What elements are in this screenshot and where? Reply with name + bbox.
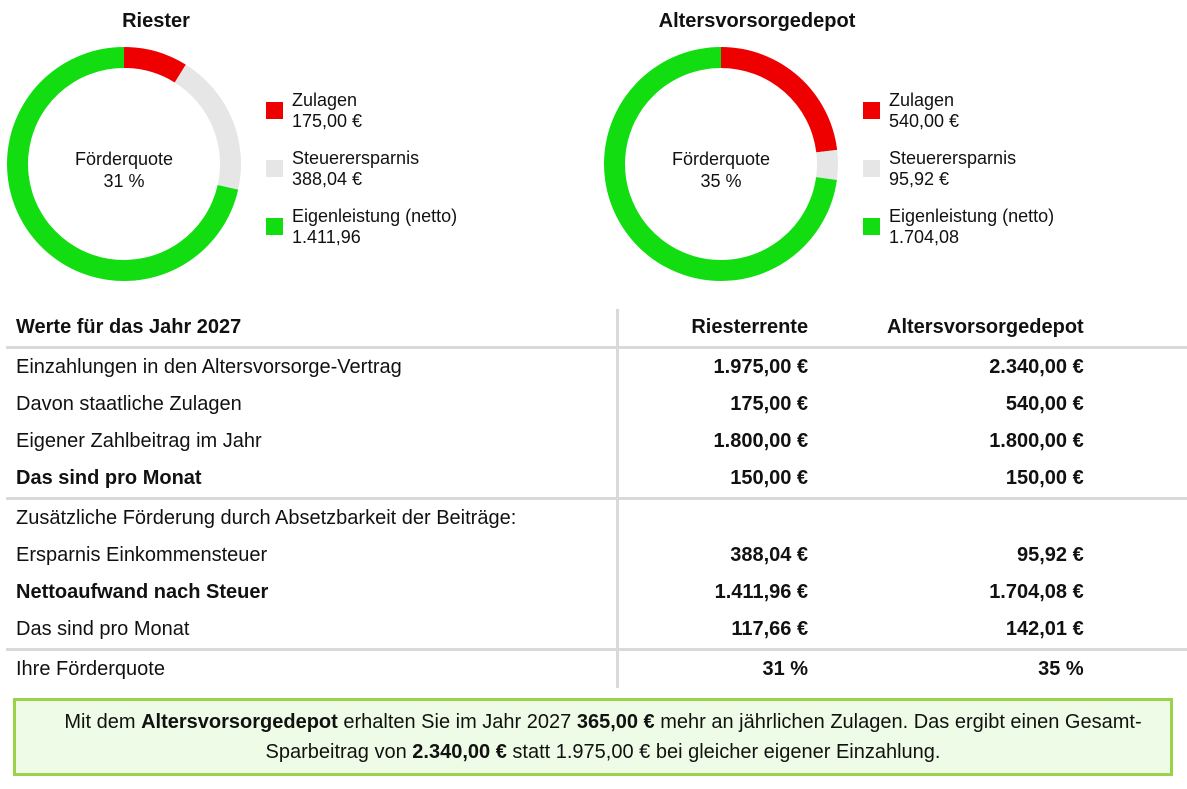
row-label: Zusätzliche Förderung durch Absetzbarkeit der Beiträge:	[16, 507, 517, 529]
info-text: mehr an jährlichen Zulagen. Das ergibt einen Gesamt-Sparbeitrag von	[265, 711, 1142, 763]
chart-title: Altersvorsorgedepot	[658, 10, 856, 32]
table-row	[6, 423, 1187, 460]
table-row	[6, 650, 1187, 689]
header-riesterrente: Riesterrente	[618, 309, 808, 348]
row-label: Davon staatliche Zulagen	[16, 393, 242, 415]
legend-value: 1.411,96	[292, 227, 361, 247]
legend-label: Eigenleistung (netto)	[292, 206, 458, 226]
row-label: Einzahlungen in den Altersvorsorge-Vertrag	[16, 356, 402, 378]
donut-slice-zulagen	[721, 47, 837, 152]
legend-swatch	[863, 160, 880, 177]
row-label: Ersparnis Einkommensteuer	[16, 544, 268, 566]
comparison-table	[6, 309, 1187, 688]
row-value-depot: 1.800,00 €	[989, 430, 1084, 452]
legend-swatch	[266, 102, 283, 119]
row-value-riester: 1.800,00 €	[618, 423, 808, 460]
legend-swatch	[863, 102, 880, 119]
table-row	[6, 574, 1187, 611]
row-value-depot: 1.704,08 €	[989, 581, 1084, 603]
row-label: Nettoaufwand nach Steuer	[16, 581, 269, 603]
legend-label: Eigenleistung (netto)	[889, 206, 1055, 226]
info-text: statt 1.975,00 € bei gleicher eigener Einzahlung.	[506, 741, 941, 763]
legend-label: Steuerersparnis	[889, 148, 1017, 168]
row-value-depot	[808, 499, 1084, 538]
row-value-riester: 175,00 €	[618, 386, 808, 423]
center-label-text: Förderquote	[671, 149, 771, 169]
legend-value: 1.704,08	[889, 227, 960, 247]
info-text: Mit dem	[64, 711, 142, 733]
table-row	[6, 537, 1187, 574]
row-value-riester: 1.411,96 €	[618, 574, 808, 611]
legend-value: 388,04 €	[292, 169, 363, 189]
center-label-text: Förderquote	[74, 149, 174, 169]
legend-label: Zulagen	[292, 90, 358, 110]
table-row	[6, 386, 1187, 423]
row-value-riester: 388,04 €	[618, 537, 808, 574]
row-label: Das sind pro Monat	[6, 460, 618, 499]
table-row	[6, 611, 1187, 650]
row-value-riester: 117,66 €	[618, 611, 808, 650]
row-value-riester: 1.975,00 €	[618, 348, 808, 387]
row-value-riester	[618, 499, 808, 538]
center-value-text: 31 %	[103, 171, 145, 191]
row-label: Ihre Förderquote	[16, 658, 165, 680]
legend-swatch	[266, 218, 283, 235]
info-amount: 365,00 €	[576, 711, 655, 733]
legend-label: Zulagen	[889, 90, 955, 110]
row-value-riester: 150,00 €	[618, 460, 808, 499]
row-label: Das sind pro Monat	[6, 611, 618, 650]
header-label: Werte für das Jahr 2027	[6, 309, 618, 348]
table-row	[6, 460, 1187, 499]
center-value-text: 35 %	[700, 171, 742, 191]
legend-value: 95,92 €	[889, 169, 950, 189]
row-value-riester: 31 %	[618, 650, 808, 689]
legend-swatch	[266, 160, 283, 177]
donut-center-label	[621, 148, 821, 192]
table-header-row	[6, 309, 1187, 348]
info-total: 2.340,00 €	[412, 741, 507, 763]
row-value-depot: 2.340,00 €	[989, 356, 1084, 378]
chart-title: Riester	[122, 10, 190, 32]
row-value-depot: 150,00 €	[808, 460, 1084, 499]
summary-infobox	[13, 698, 1173, 776]
donut-center-label	[24, 148, 224, 192]
row-label: Eigener Zahlbeitrag im Jahr	[16, 430, 262, 452]
donut-slice-zulagen	[124, 47, 186, 82]
legend-label: Steuerersparnis	[292, 148, 420, 168]
info-text: erhalten Sie im Jahr 2027	[337, 711, 577, 733]
row-value-depot: 540,00 €	[1005, 393, 1084, 415]
header-altersvorsorgedepot: Altersvorsorgedepot	[808, 309, 1084, 348]
row-value-depot: 142,01 €	[808, 611, 1084, 650]
row-value-depot: 35 %	[1038, 658, 1084, 680]
legend-value: 540,00 €	[889, 111, 960, 131]
info-product: Altersvorsorgedepot	[141, 711, 338, 733]
row-value-depot: 95,92 €	[1016, 544, 1084, 566]
table-row	[6, 499, 1187, 538]
table-row	[6, 348, 1187, 387]
legend-swatch	[863, 218, 880, 235]
legend-value: 175,00 €	[292, 111, 363, 131]
